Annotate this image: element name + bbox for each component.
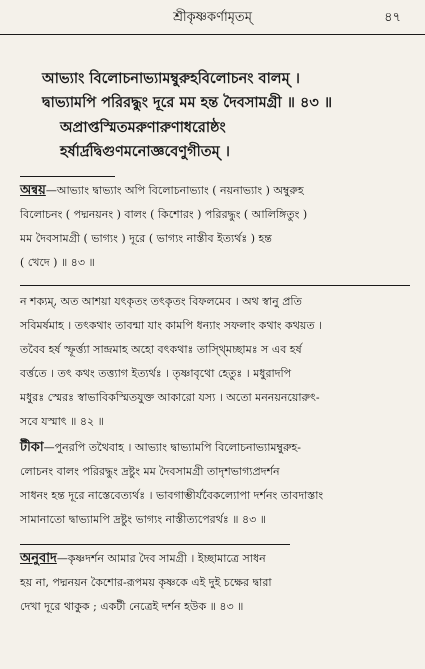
tika-line-1 xyxy=(20,441,301,455)
commentary-line-2: সবিমর্ষমাহ । তৎকথাং তাবন্মা যাং কামপি ধন্যাং সফলাং কথাং কথয়ত । xyxy=(20,319,323,332)
commentary-line-3: তবৈব হর্ষ স্ফূর্ত্ত্যা সান্দ্রমাহ অহো বৎকথাঃ তাস্থ্মিচ্ছামঃ স এব হর্ষ xyxy=(20,343,302,356)
anubad-line-3: দেখা দূরে থাকুক ; একটী নেত্রেই দর্শন হউক ॥ ৪৩ ॥ xyxy=(20,600,244,613)
verse-line-2: দ্বাভ্যামপি পরিরদ্ধুং দূরে মম হন্ত দৈবসামগ্রী ॥ ৪৩ ॥ xyxy=(42,94,333,111)
anubad-line-2: হয় না, পদ্মনয়ন কৈশোর-রূপময় কৃষ্ণকে এই দুই চক্ষের দ্বারা xyxy=(20,576,272,589)
tika-line-1-text: —পুনরপি তথৈবাহ । আভ্যাং দ্বাভ্যামপি বিলোচনাভ্যামম্বুরুহ- xyxy=(43,441,301,454)
anvaya-line-1-text: —আভ্যাং দ্বাভ্যাং অপি বিলোচনাভ্যাং ( নয়নাভ্যাং ) অম্বুরুহ xyxy=(45,184,304,197)
commentary-line-5: মধুরঃ স্মেরঃ স্বাভাবিকস্মিতযুক্ত আকারো যস্য । অতো মননয়নয়োরুৎ- xyxy=(20,391,320,404)
tika-label: টীকা xyxy=(20,440,44,455)
verse-line-3: অপ্রাপ্তস্মিতমরুণারুণাধরোষ্ঠং xyxy=(60,119,226,136)
anvaya-line-3: মম দৈবসামগ্রী ( ভাগ্যং ) দূরে ( ভাগ্যং নাস্তীব ইত্যর্থঃ ) হন্ত xyxy=(20,232,272,245)
commentary-line-4: বর্ত্ততে । তৎ কথং তত্ত্যাগ ইত্যর্থঃ । তৃষ্ণাবৃথো হেতুঃ । মধুরাদপি xyxy=(20,367,292,380)
anubad-label: অনুবাদ xyxy=(20,551,57,566)
section-divider-2 xyxy=(20,285,410,286)
tika-line-4: সামানাতো দ্বাভ্যামপি দ্রষ্টুং ভাগ্যং নাস্তীত্যপেরর্থঃ ॥ ৪৩ ॥ xyxy=(20,513,266,526)
page-header xyxy=(0,6,425,30)
verse-line-4: হর্ষার্দ্রদ্বিগুণমনোজ্ঞবেণুগীতম্ । xyxy=(60,143,230,160)
running-title: শ্রীকৃষ্ণকর্ণামৃতম্ xyxy=(173,10,252,25)
commentary-line-6: সবে যস্মাৎ ॥ ৪২ ॥ xyxy=(20,415,104,428)
anvaya-line-1 xyxy=(20,184,304,198)
tika-line-2: লোচনং বালং পরিরদ্ধুং দ্রষ্টুং মম দৈবসামগ্রী তাদৃশভাগ্যপ্রদর্শন xyxy=(20,465,280,478)
anubad-line-1-text: —কৃষ্ণদর্শন আমার দৈব সামগ্রী । ইচ্ছামাত্রে সাধন xyxy=(56,552,266,565)
section-divider-3 xyxy=(20,544,290,545)
anubad-line-1 xyxy=(20,552,266,566)
section-divider-1 xyxy=(20,176,115,177)
commentary-line-1: ন শক্যম্, অত আশয়া যৎকৃতং তৎকৃতং বিফলমেব । অথ স্বানু প্রতি xyxy=(20,295,302,308)
anvaya-label: অন্বয় xyxy=(20,183,46,198)
anvaya-line-2: বিলোচনং ( পদ্মনয়নং ) বালং ( কিশোরং ) পরিরদ্ধুং ( আলিঙ্গিতুং ) xyxy=(20,208,308,221)
tika-line-3: সাধনং হন্ত দূরে নাস্তেবেত্যর্থঃ । ভাবগাম্ভীর্যবৈকল্যোপা দর্শনং তাবদাস্তাং xyxy=(20,489,324,502)
page-number: ৪৭ xyxy=(384,10,401,25)
anvaya-line-4: ( খেদে ) ॥ ৪৩ ॥ xyxy=(20,256,95,269)
verse-line-1: আভ্যাং বিলোচনাভ্যামম্বুরুহবিলোচনং বালম্ । xyxy=(42,70,300,87)
header-rule xyxy=(0,34,425,35)
